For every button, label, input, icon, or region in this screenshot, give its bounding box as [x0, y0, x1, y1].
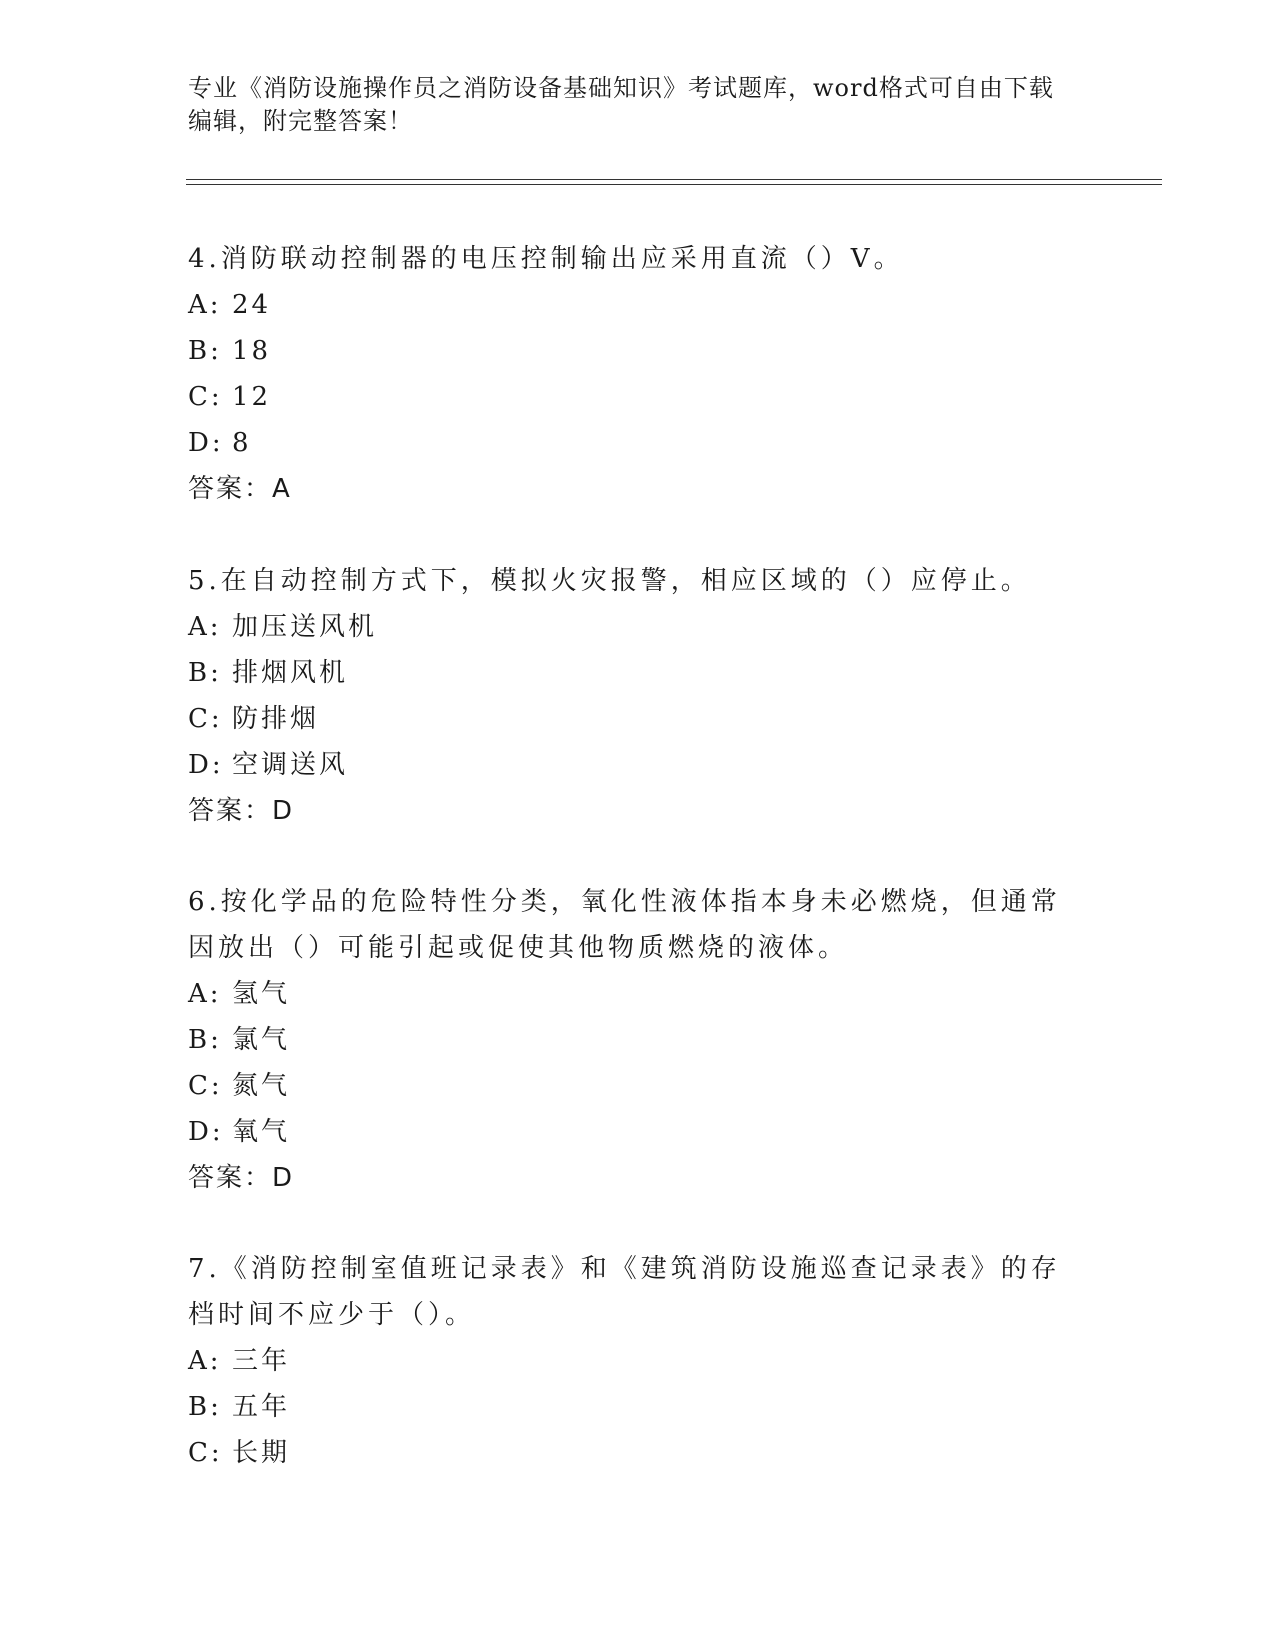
- option-b: [188, 650, 1068, 696]
- answer-line: 答案：A: [188, 474, 292, 504]
- question-stem: 7.《消防控制室值班记录表》和《建筑消防设施巡查记录表》的存档时间不应少于（）。: [188, 1254, 1061, 1330]
- question-5: [188, 558, 1068, 834]
- option-text: 防排烟: [232, 704, 320, 734]
- option-text: 氮气: [232, 1071, 291, 1101]
- option-text: 五年: [232, 1392, 291, 1422]
- option-letter: D:: [188, 428, 224, 458]
- option-letter: A:: [188, 1346, 222, 1376]
- answer-line: 答案：D: [188, 796, 295, 826]
- option-text: 12: [232, 382, 272, 412]
- option-letter: C:: [188, 1438, 223, 1468]
- option-d: [188, 420, 1068, 466]
- option-letter: A:: [188, 612, 222, 642]
- option-a: [188, 282, 1068, 328]
- question-4: [188, 236, 1068, 512]
- option-b: [188, 1017, 1068, 1063]
- option-text: 氧气: [232, 1117, 291, 1147]
- header-divider-double: [186, 184, 1162, 185]
- question-stem: 6.按化学品的危险特性分类，氧化性液体指本身未必燃烧，但通常因放出（）可能引起或促使其他物质燃烧的液体。: [188, 887, 1061, 963]
- option-letter: C:: [188, 704, 223, 734]
- option-d: [188, 1109, 1068, 1155]
- option-letter: C:: [188, 382, 223, 412]
- question-stem: 5.在自动控制方式下，模拟火灾报警，相应区域的（）应停止。: [188, 566, 1031, 596]
- header-divider: [186, 179, 1162, 180]
- option-text: 排烟风机: [232, 658, 349, 688]
- option-c: [188, 374, 1068, 420]
- option-a: [188, 604, 1068, 650]
- option-c: [188, 1430, 1068, 1476]
- option-letter: A:: [188, 290, 222, 320]
- option-c: [188, 1063, 1068, 1109]
- option-text: 24: [232, 290, 272, 320]
- option-text: 三年: [232, 1346, 291, 1376]
- option-text: 氢气: [232, 979, 291, 1009]
- option-a: [188, 1338, 1068, 1384]
- option-b: [188, 1384, 1068, 1430]
- option-letter: B:: [188, 658, 222, 688]
- option-letter: B:: [188, 1392, 222, 1422]
- answer-line: 答案：D: [188, 1163, 295, 1193]
- option-letter: D:: [188, 750, 224, 780]
- option-b: [188, 328, 1068, 374]
- option-text: 加压送风机: [232, 612, 378, 642]
- option-text: 氯气: [232, 1025, 291, 1055]
- option-letter: A:: [188, 979, 222, 1009]
- option-letter: D:: [188, 1117, 224, 1147]
- question-7: [188, 1246, 1068, 1476]
- option-text: 长期: [232, 1438, 291, 1468]
- option-letter: B:: [188, 1025, 222, 1055]
- document-header: 专业《消防设施操作员之消防设备基础知识》考试题库，word格式可自由下载编辑，附完整答案！: [188, 74, 1054, 135]
- question-6: [188, 879, 1068, 1201]
- option-letter: B:: [188, 336, 222, 366]
- option-text: 18: [232, 336, 272, 366]
- option-a: [188, 971, 1068, 1017]
- question-stem: 4.消防联动控制器的电压控制输出应采用直流（）V。: [188, 244, 904, 274]
- option-d: [188, 742, 1068, 788]
- option-c: [188, 696, 1068, 742]
- option-letter: C:: [188, 1071, 223, 1101]
- option-text: 8: [232, 428, 252, 458]
- option-text: 空调送风: [232, 750, 349, 780]
